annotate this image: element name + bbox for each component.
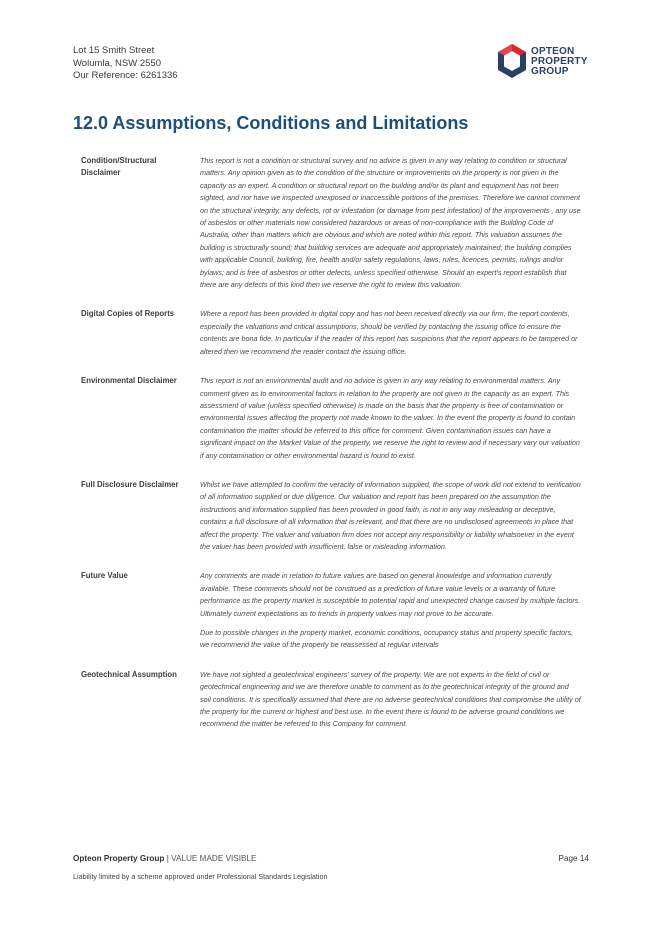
section-digital-copies bbox=[81, 308, 581, 358]
section-paragraph: We have not sighted a geotechnical engineers' survey of the property. We are not experts in the field of civil or geotechnical engineering and we are therefore unable to comment as to the geotechnical integrity of the ground and soil conditions. It is specifically assumed that there are no adverse geotechnical conditions that compromise the utility of the property for the current or highest and best use. In the event there is found to be adverse ground conditions we recommend the matter be referred to this Company for comment. bbox=[200, 669, 581, 729]
footer-separator: | bbox=[164, 854, 172, 863]
section-paragraph: Any comments are made in relation to future values are based on general knowledge and information currently available. These comments should not be construed as a prediction of future value levels or a warranty of future performance as the property market is susceptible to potential rapid and unexpected change caused by multiple factors. Ultimately current expectations as to trends in property values may not prove to be accurate. bbox=[200, 571, 581, 618]
logo-line: OPTEON bbox=[531, 46, 575, 57]
logo-line: GROUP bbox=[531, 66, 569, 77]
section-label: Environmental Disclaimer bbox=[81, 376, 177, 386]
section-paragraph: Whilst we have attempted to confirm the veracity of information supplied, the scope of work did not extend to verification of all information supplied or due diligence. Our valuation and report has been prepared on the assumption the instructions and information supplied has been provided in good faith, is not in any way misleading or deceptive, contains a full disclosure of all information that is relevant, and that there are no undisclosed agreements in place that affect the property. The valuer and valuation firm does not accept any responsibility or liability whatsoever in the event the valuer has been provided with insufficient, false or misleading information. bbox=[200, 479, 581, 551]
section-paragraph: Where a report has been provided in digital copy and has not been received directly via our firm, the report contents, especially the valuations and critical assumptions, should be verified by contacting the issuing office to ensure the contents are bona fide. In particular if the reader of this report has suspicions that the report appears to be tampered or altered then we recommend the reader contact the issuing office. bbox=[200, 309, 578, 356]
address-line: Wolumla, NSW 2550 bbox=[73, 57, 161, 69]
logo-line: PROPERTY bbox=[531, 56, 588, 67]
section-geotechnical bbox=[81, 669, 581, 731]
address-line: Lot 15 Smith Street bbox=[73, 45, 155, 56]
footer-brand: Opteon Property Group bbox=[73, 854, 165, 863]
footer-liability-note: Liability limited by a scheme approved under Professional Standards Legislation bbox=[73, 872, 328, 881]
section-label: Geotechnical Assumption bbox=[81, 669, 177, 679]
logo-wordmark bbox=[531, 47, 588, 77]
address-line: Our Reference: 6261336 bbox=[73, 70, 178, 81]
section-future-value bbox=[81, 570, 581, 651]
page-number: Page 14 bbox=[558, 854, 589, 863]
section-environmental bbox=[81, 375, 581, 462]
section-label: Future Value bbox=[81, 571, 128, 581]
footer-tagline: VALUE MADE VISIBLE bbox=[171, 854, 257, 863]
page-title: 12.0 Assumptions, Conditions and Limitations bbox=[73, 113, 469, 133]
section-full-disclosure bbox=[81, 479, 581, 553]
property-address bbox=[73, 45, 178, 83]
footer-brand-line bbox=[73, 854, 257, 863]
section-paragraph: Due to possible changes in the property market, economic conditions, occupancy status and property specific factors, we recommend the value of the property be reassessed at regular intervals bbox=[200, 628, 574, 650]
section-label: Condition/Structural Disclaimer bbox=[81, 156, 157, 177]
logo-mark-icon bbox=[496, 43, 528, 79]
section-label: Full Disclosure Disclaimer bbox=[81, 479, 179, 489]
section-label: Digital Copies of Reports bbox=[81, 309, 175, 319]
assumptions-list bbox=[81, 155, 581, 748]
section-paragraph: This report is not a condition or structural survey and no advice is given in any way relating to condition or structural matters. Any opinion given as to the condition of the structure or improvements on the property is not given in the capacity as an expert. A condition or structural report on the building and/or its plant and equipment has not been sighted, and nor have we inspected unexposed or inaccessible portions of the premises. Therefore we cannot comment on the structural integrity, any defects, rot or infestation (or damage from pest infestation) of the improvements , any use of asbestos or other materials now considered hazardous or areas of non-compliance with the Building Code of Australia, other than matters which are obvious and which are noted within this report. This valuation assumes the building is structurally sound; that building services are adequate and appropriately maintained; the building complies with applicable Council, building, fire, health and/or safety regulations, laws, rules, licences, permits, rulings and/or bylaws; and is free of asbestos or other defects, unless specified otherwise. Should an expert's report establish that there are any defects of this kind then we reserve the right to review this valuation. bbox=[200, 156, 581, 290]
section-condition-structural bbox=[81, 155, 581, 291]
opteon-logo bbox=[496, 43, 596, 81]
section-paragraph: This report is not an environmental audit and no advice is given in any way relating to environmental matters. Any comment given as to environmental factors in relation to the property are not given in the capacity as an expert. This assessment of value (unless specified otherwise) is made on the basis that the property is free of contamination or environmental issues affecting the property not made known to the valuer. In the event the property is found to contain contamination the matter should be referred to this office for comment. Given contamination issues can have a significant impact on the Market Value of the property, we reserve the right to review and if necessary vary our valuation if any contamination or other environmental hazard is found to exist. bbox=[200, 376, 580, 460]
